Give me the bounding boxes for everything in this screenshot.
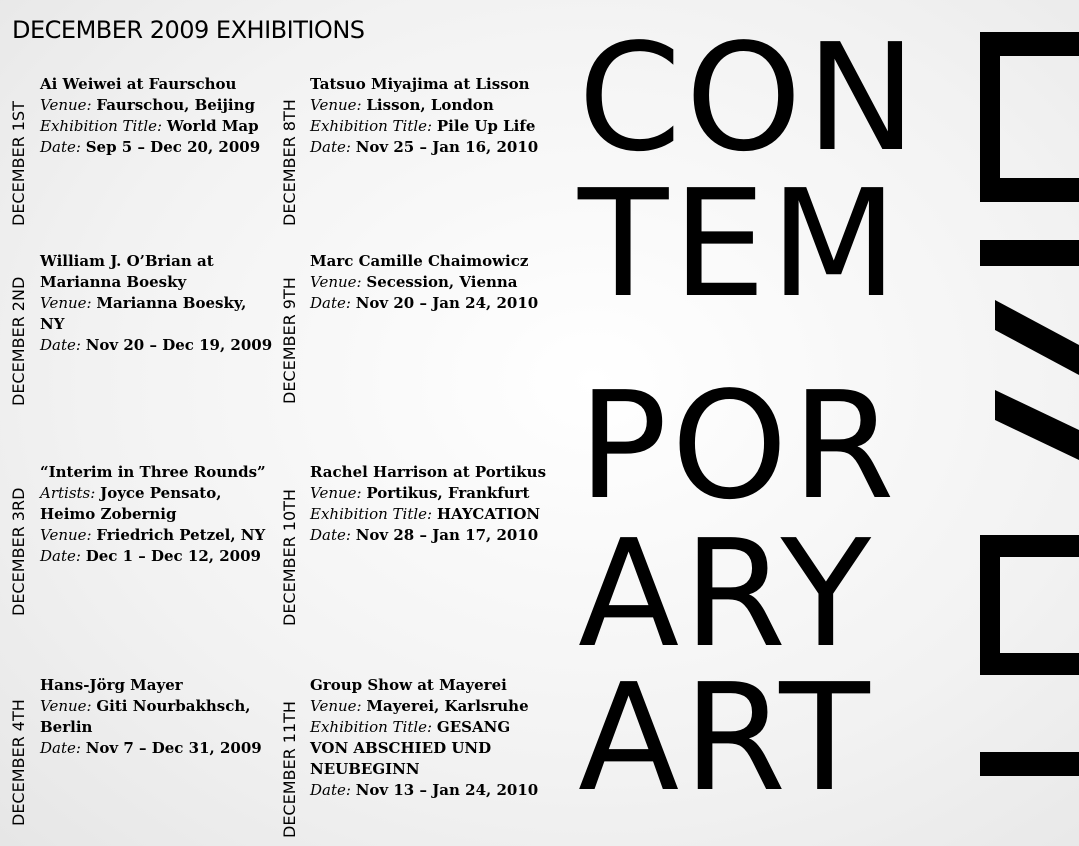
big-text-line-1: CON bbox=[578, 12, 921, 184]
big-text-line-2: TEM bbox=[578, 158, 902, 330]
exhibition-entry-dec-8: Tatsuo Miyajima at Lisson Venue: Lisson, London Exhibition Title: Pile Up Life Date: Nov 25 – Jan 16, 2010 bbox=[310, 74, 550, 158]
exhibition-entry-dec-10: Rachel Harrison at Portikus Venue: Portikus, Frankfurt Exhibition Title: HAYCATION Date: Nov 28 – Jan 17, 2010 bbox=[310, 462, 560, 546]
exhibition-title: Group Show at Mayerei bbox=[310, 676, 507, 694]
big-text-line-4: ARY bbox=[578, 508, 876, 680]
exhibition-entry-dec-1: Ai Weiwei at Faurschou Venue: Faurschou, Beijing Exhibition Title: World Map Date: Sep 5 – Dec 20, 2009 bbox=[40, 74, 280, 158]
big-text-line-3: POR bbox=[578, 360, 899, 532]
page-heading: DECEMBER 2009 EXHIBITIONS bbox=[12, 16, 365, 44]
exhibition-entry-dec-4: Hans-Jörg Mayer Venue: Giti Nourbakhsch, Berlin Date: Nov 7 – Dec 31, 2009 bbox=[40, 675, 265, 759]
exhibition-title: Hans-Jörg Mayer bbox=[40, 676, 183, 694]
exhibition-title: Rachel Harrison at Portikus bbox=[310, 463, 547, 481]
exhibition-entry-dec-2: William J. O’Brian at Marianna Boesky Venue: Marianna Boesky, NY Date: Nov 20 – Dec 19, 2009 bbox=[40, 251, 275, 356]
exhibition-entry-dec-3: “Interim in Three Rounds” Artists: Joyce Pensato, Heimo Zobernig Venue: Friedrich Petzel, NY Date: Dec 1 – Dec 12, 2009 bbox=[40, 462, 278, 567]
exhibition-entry-dec-9: Marc Camille Chaimowicz Venue: Secession, Vienna Date: Nov 20 – Jan 24, 2010 bbox=[310, 251, 550, 314]
exhibition-entry-dec-11: Group Show at Mayerei Venue: Mayerei, Karlsruhe Exhibition Title: GESANG VON ABSCHIED UND NEUBEGINN Date: Nov 13 – Jan 24, 2010 bbox=[310, 675, 542, 801]
exhibition-title: Marc Camille Chaimowicz bbox=[310, 252, 529, 270]
exhibition-title: “Interim in Three Rounds” bbox=[40, 463, 266, 481]
big-text-line-5: ART bbox=[578, 652, 874, 824]
exhibition-title: Tatsuo Miyajima at Lisson bbox=[310, 75, 530, 93]
exhibition-title: William J. O’Brian at Marianna Boesky bbox=[40, 252, 214, 291]
decorative-graphic bbox=[975, 0, 1079, 846]
exhibition-title: Ai Weiwei at Faurschou bbox=[40, 75, 237, 93]
